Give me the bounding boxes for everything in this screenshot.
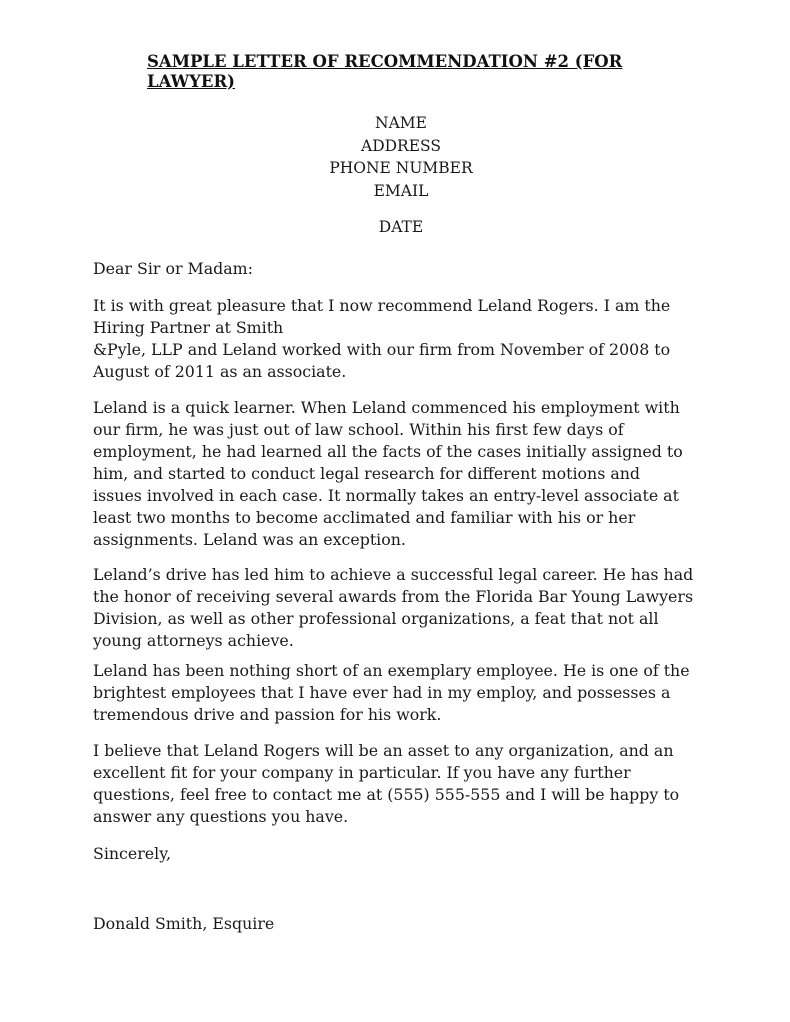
text-line: least two months to become acclimated and familiar with his or her	[93, 508, 636, 527]
paragraph-3	[93, 564, 703, 652]
header-address: ADDRESS	[361, 136, 441, 155]
text-line: young attorneys achieve.	[93, 631, 294, 650]
text-line: our firm, he was just out of law school. Within his first few days of	[93, 420, 624, 439]
paragraph-2	[93, 397, 703, 551]
text-line: tremendous drive and passion for his work.	[93, 705, 442, 724]
paragraph-5	[93, 740, 703, 828]
text-line: Leland is a quick learner. When Leland commenced his employment with	[93, 398, 680, 417]
closing: Sincerely,	[93, 844, 172, 863]
text-line: Division, as well as other professional organizations, a feat that not all	[93, 609, 659, 628]
text-line: the honor of receiving several awards from the Florida Bar Young Lawyers	[93, 587, 694, 606]
header-email: EMAIL	[373, 181, 429, 200]
header-phone: PHONE NUMBER	[329, 159, 473, 177]
text-line: answer any questions you have.	[93, 807, 349, 826]
text-line: excellent fit for your company in particular. If you have any further	[93, 763, 631, 782]
title-line: LAWYER)	[147, 72, 235, 91]
sender-header	[0, 112, 790, 202]
text-line: him, and started to conduct legal research for different motions and	[93, 464, 641, 483]
text-line: brightest employees that I have ever had in my employ, and possesses a	[93, 683, 671, 702]
text-line: Leland’s drive has led him to achieve a successful legal career. He has had	[93, 565, 694, 584]
salutation: Dear Sir or Madam:	[93, 259, 253, 278]
text-line: Hiring Partner at Smith	[93, 318, 284, 337]
text-line: It is with great pleasure that I now recommend Leland Rogers. I am the	[93, 296, 671, 315]
paragraph-4	[93, 660, 703, 726]
text-line: employment, he had learned all the facts of the cases initially assigned to	[93, 442, 683, 461]
text-line: Leland has been nothing short of an exemplary employee. He is one of the	[93, 661, 690, 680]
text-line: I believe that Leland Rogers will be an asset to any organization, and an	[93, 741, 674, 760]
text-line: August of 2011 as an associate.	[93, 362, 347, 381]
text-line: assignments. Leland was an exception.	[93, 530, 406, 549]
header-name: NAME	[375, 114, 427, 132]
signature: Donald Smith, Esquire	[93, 914, 275, 933]
paragraph-1	[93, 295, 703, 383]
title-line: SAMPLE LETTER OF RECOMMENDATION #2 (FOR	[147, 52, 623, 71]
text-line: issues involved in each case. It normally takes an entry-level associate at	[93, 486, 679, 505]
text-line: &Pyle, LLP and Leland worked with our firm from November of 2008 to	[93, 340, 671, 359]
date-text: DATE	[378, 218, 424, 236]
document-title	[147, 52, 647, 92]
text-line: questions, feel free to contact me at (555) 555-555 and I will be happy to	[93, 785, 680, 804]
date-block	[0, 216, 790, 238]
